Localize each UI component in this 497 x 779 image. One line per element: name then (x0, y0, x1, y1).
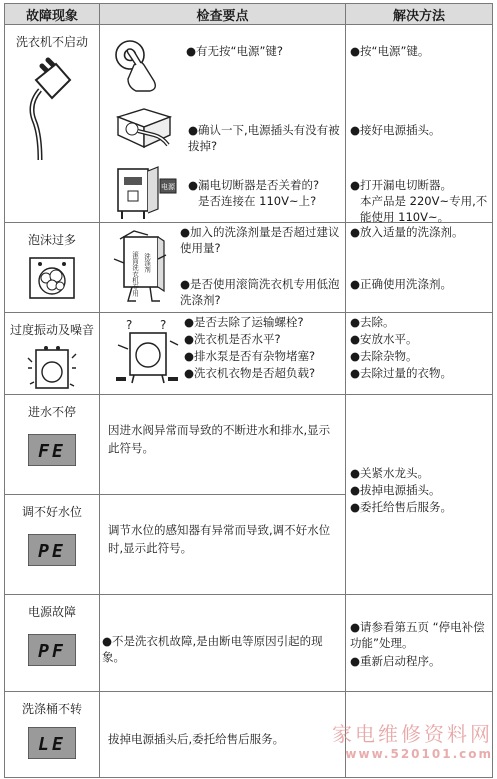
error-code-pf: PF (38, 641, 66, 662)
solution-item: ●放入适量的洗涤剂。 (350, 225, 464, 239)
table-row (5, 223, 493, 313)
solution-item: ●关紧水龙头。 (350, 466, 429, 480)
solution-cell (346, 25, 493, 223)
check-item: ●漏电切断器是否关着的? 是否连接在 110V~上? (188, 178, 320, 208)
check-item: ●确认一下,电源插头有没有被拔掉? (188, 123, 340, 153)
error-code-fe: FE (38, 441, 66, 462)
symptom-cell (5, 313, 100, 395)
symptom-label: 过度振动及噪音 (9, 323, 94, 337)
lcd-display-fe (28, 434, 76, 466)
symptom-label: 进水不停 (27, 405, 76, 419)
table-row (5, 595, 493, 692)
check-text: 调节水位的感知器有异常而导致,调不好水位时,显示此符号。 (108, 523, 331, 555)
solution-item: ●打开漏电切断器。 本产品是 220V~专用,不能使用 110V~。 (350, 178, 488, 224)
check-cell (100, 495, 346, 595)
solution-item: ●去除过量的衣物。 (350, 366, 452, 380)
symptom-cell (5, 395, 100, 495)
error-code-le: LE (38, 734, 66, 755)
detergent-box-label2: 洗涤剂 (143, 253, 151, 273)
lcd-display-le (28, 727, 76, 759)
solution-cell (346, 223, 493, 313)
check-item: ●排水泵是否有杂物堵塞? (184, 349, 316, 363)
check-cell (100, 395, 346, 495)
check-item: ●加入的洗涤剂量是否超过建议使用量? (180, 225, 340, 255)
solution-item: ●去除。 (350, 315, 395, 329)
check-item: ●是否去除了运输螺栓? (184, 315, 304, 329)
power-plug-icon (22, 56, 82, 166)
check-item: ●有无按“电源”键? (186, 44, 284, 58)
foam-washer-icon (26, 254, 78, 302)
watermark-url: www.520101.com (345, 747, 493, 761)
error-code-pe: PE (38, 541, 66, 562)
solution-item: ●安放水平。 (350, 332, 418, 346)
symptom-label: 洗衣机不启动 (15, 35, 88, 49)
solution-item: ●委托给售后服务。 (350, 500, 452, 514)
watermark-title: 家电维修资料网 (332, 722, 493, 746)
symptom-cell (5, 692, 100, 778)
check-item: ●洗衣机衣物是否超负载? (184, 366, 316, 380)
table-row (5, 25, 493, 223)
check-text: 拔掉电源插头后,委托给售后服务。 (108, 732, 285, 746)
solution-item: ●请参看第五页 “停电补偿功能”处理。 (350, 620, 485, 650)
solution-item: ●正确使用洗涤剂。 (350, 277, 452, 291)
check-item: ●洗衣机是否水平? (184, 332, 281, 346)
lcd-display-pe (28, 534, 76, 566)
symptom-label: 泡沫过多 (27, 233, 76, 247)
watermark (332, 718, 493, 761)
power-plate-label: 电源 (161, 183, 175, 191)
check-item: ●是否使用滚筒洗衣机专用低泡洗涤剂? (180, 277, 340, 307)
solution-item: ●按“电源”键。 (350, 44, 430, 58)
solution-item: ●拔掉电源插头。 (350, 483, 441, 497)
solution-item: ●去除杂物。 (350, 349, 418, 363)
check-item: ●不是洗衣机故障,是由断电等原因引起的现象。 (102, 634, 323, 664)
symptom-cell (5, 25, 100, 223)
table-row (5, 395, 493, 495)
check-cell (100, 313, 346, 395)
symptom-label: 调不好水位 (21, 505, 82, 519)
vibrating-washer-icon (24, 344, 80, 394)
symptom-cell (5, 495, 100, 595)
check-cell (100, 595, 346, 692)
header-solution: 解决方法 (346, 4, 493, 25)
table-header-row (5, 4, 493, 25)
symptom-cell (5, 595, 100, 692)
table-row (5, 313, 493, 395)
solution-item: ●重新启动程序。 (350, 654, 441, 668)
check-text: 因进水阀异常而导致的不断进水和排水,显示此符号。 (108, 423, 331, 455)
symptom-label: 洗涤桶不转 (21, 702, 82, 716)
header-symptom: 故障现象 (5, 4, 100, 25)
lcd-display-pf (28, 634, 76, 666)
check-cell (100, 25, 346, 223)
svg-text:?: ? (160, 318, 167, 332)
symptom-cell (5, 223, 100, 313)
check-cell (100, 692, 346, 778)
solution-item: ●接好电源插头。 (350, 123, 441, 137)
detergent-box-label: 滚筒洗衣机专用 (131, 251, 139, 297)
svg-text:?: ? (126, 318, 133, 332)
check-cell (100, 223, 346, 313)
troubleshooting-table (4, 3, 493, 778)
symptom-label: 电源故障 (27, 605, 76, 619)
header-check: 检查要点 (100, 4, 346, 25)
solution-cell (346, 395, 493, 595)
solution-cell (346, 595, 493, 692)
solution-cell (346, 313, 493, 395)
